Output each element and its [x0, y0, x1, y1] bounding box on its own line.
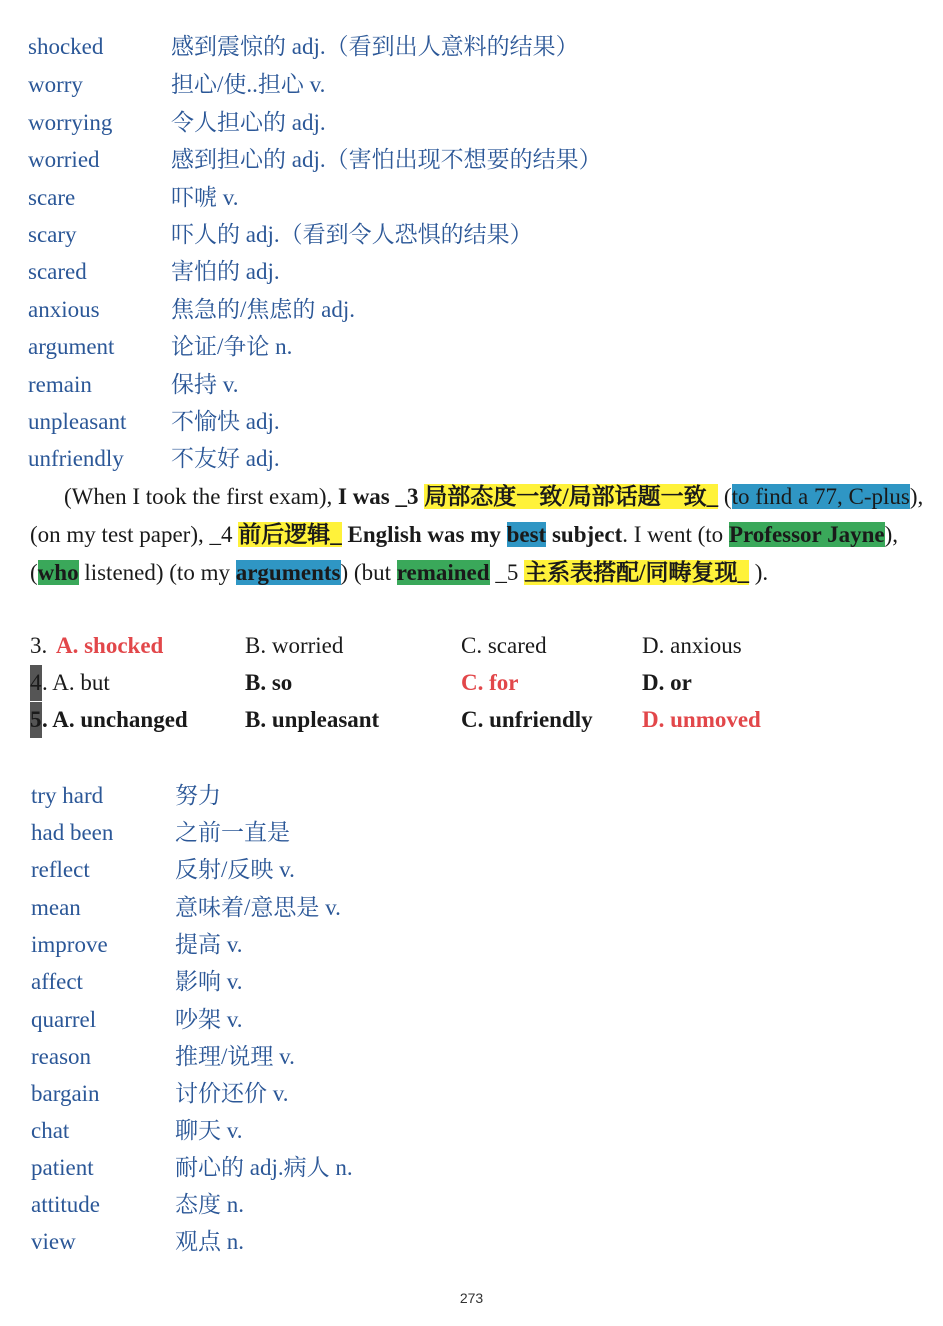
passage-text: (: [718, 484, 732, 509]
vocab-meaning: 观点 n.: [175, 1229, 244, 1254]
question-number: 5: [30, 702, 42, 738]
option-row: [30, 628, 910, 664]
vocab-row: [28, 332, 928, 362]
vocab-meaning: 提高 v.: [175, 932, 243, 957]
vocab-row: [31, 893, 931, 923]
annotated-passage: [30, 478, 930, 592]
vocab-meaning: 讨价还价 v.: [175, 1081, 289, 1106]
vocab-word: worrying: [28, 110, 113, 135]
highlight-green: who: [37, 560, 79, 585]
vocab-row: [28, 183, 928, 213]
vocab-meaning: 焦急的/焦虑的 adj.: [171, 297, 355, 322]
vocab-meaning: 论证/争论 n.: [171, 334, 293, 359]
passage-text: . I went (to: [622, 522, 729, 547]
vocab-word: worry: [28, 72, 83, 97]
vocab-word: patient: [31, 1155, 94, 1180]
page-number: 273: [459, 1290, 484, 1306]
highlight-yellow: 局部态度一致/局部话题一致_: [424, 484, 719, 509]
passage-text: ), (: [30, 522, 899, 585]
vocab-meaning: 意味着/意思是 v.: [175, 895, 341, 920]
vocab-word: affect: [31, 969, 83, 994]
vocab-word: view: [31, 1229, 76, 1254]
vocab-row: [28, 295, 928, 325]
vocab-row: [31, 930, 931, 960]
vocab-word: mean: [31, 895, 81, 920]
vocab-row: [28, 444, 928, 474]
highlight-blue: best: [506, 522, 547, 547]
vocab-meaning: 担心/使..担心 v.: [171, 72, 326, 97]
vocab-word: quarrel: [31, 1007, 97, 1032]
option-a: . A. unchanged: [42, 707, 188, 732]
passage-text: ), (on my test paper), _4: [30, 484, 924, 547]
vocab-word: scare: [28, 185, 76, 210]
vocab-meaning: 聊天 v.: [175, 1118, 243, 1143]
highlight-green: Professor Jayne: [728, 522, 885, 547]
vocab-word: attitude: [31, 1192, 100, 1217]
passage-text: ).: [748, 560, 769, 585]
vocab-row: [28, 108, 928, 138]
question-number: 4: [30, 665, 42, 701]
option-a-correct: A. shocked: [56, 633, 164, 658]
option-d: D. anxious: [642, 633, 742, 658]
passage-text: I was _3: [338, 484, 425, 509]
vocab-word: argument: [28, 334, 115, 359]
option-b: B. so: [245, 670, 293, 695]
option-a: . A. but: [42, 670, 110, 695]
vocab-row: [28, 370, 928, 400]
option-b: B. unpleasant: [245, 707, 380, 732]
vocab-meaning: 影响 v.: [175, 969, 243, 994]
vocab-word: unpleasant: [28, 409, 127, 434]
vocab-row: [31, 967, 931, 997]
vocab-meaning: 害怕的 adj.: [171, 259, 280, 284]
vocab-word: worried: [28, 147, 100, 172]
highlight-green: remained: [396, 560, 490, 585]
vocab-meaning: 保持 v.: [171, 372, 239, 397]
vocab-word: scared: [28, 259, 87, 284]
vocab-row: [31, 1153, 931, 1183]
vocab-meaning: 之前一直是: [175, 820, 290, 845]
vocab-word: remain: [28, 372, 92, 397]
vocab-row: [28, 70, 928, 100]
passage-text: listened) (to my: [78, 560, 236, 585]
vocab-row: [31, 1190, 931, 1220]
vocab-row: [28, 32, 928, 62]
passage-text: (When I took the first exam),: [64, 484, 338, 509]
vocab-meaning: 推理/说理 v.: [175, 1044, 295, 1069]
vocab-row: [31, 855, 931, 885]
vocab-row: [31, 818, 931, 848]
vocab-meaning: 吓唬 v.: [171, 185, 239, 210]
vocab-word: scary: [28, 222, 77, 247]
vocab-meaning: 吵架 v.: [175, 1007, 243, 1032]
vocab-row: [31, 1116, 931, 1146]
vocab-word: bargain: [31, 1081, 100, 1106]
vocab-meaning: 不愉快 adj.: [171, 409, 280, 434]
vocab-word: reason: [31, 1044, 92, 1069]
vocab-meaning: 不友好 adj.: [171, 446, 280, 471]
vocab-row: [31, 1079, 931, 1109]
vocab-meaning: 感到震惊的 adj.（看到出人意料的结果）: [171, 34, 579, 59]
vocab-row: [31, 1227, 931, 1257]
vocab-word: shocked: [28, 34, 104, 59]
option-d-correct: D. unmoved: [642, 707, 761, 732]
vocab-word: anxious: [28, 297, 100, 322]
vocab-meaning: 感到担心的 adj.（害怕出现不想要的结果）: [171, 147, 602, 172]
passage-text: subject: [546, 522, 623, 547]
vocab-word: unfriendly: [28, 446, 124, 471]
vocab-meaning: 态度 n.: [175, 1192, 244, 1217]
vocab-word: improve: [31, 932, 108, 957]
vocab-row: [31, 1042, 931, 1072]
option-row: [30, 665, 910, 701]
option-c: C. scared: [461, 633, 547, 658]
option-c: C. unfriendly: [461, 707, 593, 732]
vocab-meaning: 反射/反映 v.: [175, 857, 295, 882]
passage-text: English was my: [341, 522, 507, 547]
vocab-word: had been: [31, 820, 114, 845]
vocab-word: chat: [31, 1118, 70, 1143]
question-number: 3.: [30, 633, 48, 658]
vocab-row: [31, 1005, 931, 1035]
highlight-yellow: 前后逻辑_: [238, 522, 342, 547]
option-d: D. or: [642, 670, 692, 695]
vocab-meaning: 令人担心的 adj.: [171, 110, 326, 135]
highlight-yellow: 主系表搭配/同畴复现_: [524, 560, 749, 585]
vocab-row: [28, 220, 928, 250]
vocab-meaning: 耐心的 adj.病人 n.: [175, 1155, 353, 1180]
passage-text: _5: [489, 560, 525, 585]
option-b: B. worried: [245, 633, 344, 658]
vocab-word: reflect: [31, 857, 90, 882]
highlight-blue: arguments: [235, 560, 341, 585]
vocab-meaning: 吓人的 adj.（看到令人恐惧的结果）: [171, 222, 533, 247]
vocab-row: [28, 145, 928, 175]
highlight-blue: to find a 77, C-plus: [731, 484, 910, 509]
vocab-row: [28, 257, 928, 287]
vocab-row: [28, 407, 928, 437]
vocab-row: [31, 781, 931, 811]
option-c-correct: C. for: [461, 670, 519, 695]
passage-text: ) (but: [340, 560, 397, 585]
vocab-word: try hard: [31, 783, 104, 808]
option-row: [30, 702, 910, 738]
vocab-meaning: 努力: [175, 783, 221, 808]
